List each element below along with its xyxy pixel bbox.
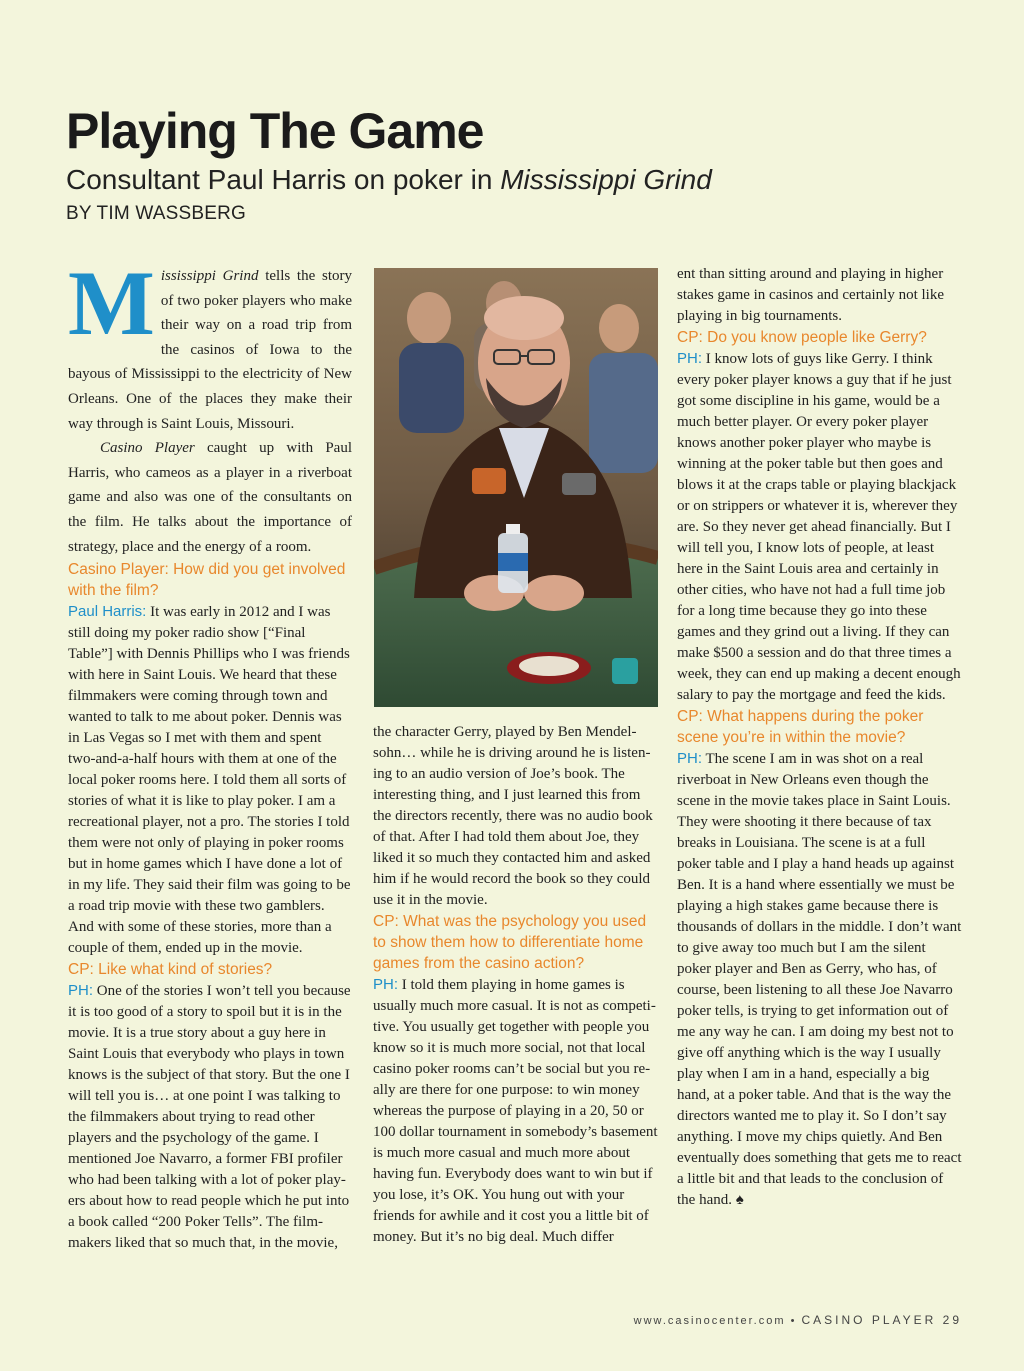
- speaker-label: PH:: [373, 976, 399, 993]
- footer-site: www.casinocenter.com: [633, 1315, 786, 1327]
- intro-text-2: caught up with Paul Harris, who cameos as a player in a riverboat game and also was one of the consultants on the film. He talks about the importance of strategy, place and the energy of a room.: [68, 440, 352, 555]
- intro-text: tells the story of two poker players who make their way on a road trip from the casinos of Iowa to the bayous of Mississippi to the electricity of New Orleans. One of the places they make their way through is Saint Louis, Missouri.: [68, 268, 353, 432]
- footer-separator: •: [785, 1315, 802, 1327]
- byline: BY TIM WASSBERG: [66, 203, 247, 224]
- question-1: Casino Player: How did you get involved with the film?: [68, 561, 346, 600]
- subtitle-film-title: Mississippi Grind: [500, 164, 712, 195]
- subtitle-prefix: Consultant Paul Harris on poker in: [66, 164, 501, 195]
- speaker-label: PH:: [68, 982, 94, 1000]
- column-2: [373, 722, 658, 1248]
- answer-text: I told them playing in home games is usually much more casual. It is not as competitive. You usually get together with people you know so it is much more social, not that local casino poker rooms can’t be social but you really are there for one purpose: to win money whereas the purpose of playing in a 20, 50 or 100 dollar tournament in somebody’s basement is much more casual and much more about having fun. Everybody does want to win but if you lose, it’s OK. You hung out with your friends for awhile and it cost you a little bit of money. But it’s no big deal. Much differ: [373, 977, 658, 1245]
- answer-5: [677, 748, 962, 1211]
- intro-paragraph: [68, 252, 353, 436]
- column-3: [677, 264, 962, 1211]
- question-5: CP: What happens during the poker scene you’re in within the movie?: [677, 708, 924, 746]
- answer-text: It was early in 2012 and I was still doing my poker radio show [“Final Table”] with Dennis Phillips who I was friends with here in Saint Louis. We heard that these filmmakers were coming through town and wanted to talk to me about poker. Dennis was in Las Vegas so I met with them and spent two-and-a-half hours with them at one of the local poker rooms here. I told them all sorts of stories of what it is like to play poker. I am a recreational player, not a pro. The stories I told them were not only of playing in poker rooms but in home games which I have done a lot of in my life. They said their film was going to be a road trip movie with these two gamblers. And with some of these stories, more than a couple of them, ended up in the movie.: [68, 604, 351, 957]
- column-1: [68, 252, 353, 1254]
- page-footer: [634, 1313, 962, 1327]
- answer-4: [677, 348, 962, 706]
- answer-1: [68, 601, 352, 959]
- continued-paragraph: ent than sitting around and playing in higher stakes game in casinos and certainly not like playing in big tournaments.: [677, 266, 945, 324]
- intro-film-title: ississippi Grind: [160, 268, 259, 284]
- article-title: Playing The Game: [66, 103, 484, 159]
- question-2: CP: Like what kind of stories?: [68, 961, 273, 979]
- question-4: CP: Do you know people like Gerry?: [677, 329, 927, 346]
- answer-2: [68, 980, 352, 1254]
- speaker-label: PH:: [677, 750, 703, 767]
- spade-end-icon: ♠: [735, 1192, 744, 1208]
- article-subtitle: [66, 160, 712, 200]
- magazine-name: Casino Player: [100, 440, 195, 457]
- answer-text: The scene I am in was shot on a real riverboat in New Orleans even though the scene in the movie takes place in Saint Louis. They were shooting it there because of tax breaks in Louisiana. The scene is at a full poker table and I play a hand heads up against Ben. It is a hand where essentially we must be playing a high stakes game because there is thousands of dollars in the middle. I don’t want to give away too much but I am the silent poker player and Ben as Gerry, who has, of course, been listening to all these Joe Navarro poker tells, is trying to get information out of me any way he can. I am doing my best not to give off anything which is the way I usually play when I am in a hand, especially a big hand, at a poker table. And that is the way the directors wanted me to play it. So I don’t say anything. I move my chips quietly. And Ben eventually does something that gets me to react a little bit and that leads to the conclusion of the hand.: [677, 751, 962, 1208]
- answer-3: [373, 974, 658, 1248]
- continued-paragraph: the character Gerry, played by Ben Mendelsohn… while he is driving around he is listening to an audio version of Joe’s book. The interesting thing, and I just learned this from the directors recently, there was no audio book of that. After I had told them about Joe, they liked it so much they contacted him and asked him if he would record the book so they could use it in the movie.: [373, 724, 653, 908]
- question-3: CP: What was the psychology you used to show them how to differentiate home games from the casino action?: [373, 913, 647, 972]
- drop-cap: M: [68, 252, 155, 354]
- speaker-label: PH:: [677, 350, 703, 367]
- intro-paragraph-2: [68, 436, 352, 559]
- speaker-label: Paul Harris:: [68, 603, 147, 621]
- answer-text: I know lots of guys like Gerry. I think every poker player knows a guy that if he just got some discipline in his game, would be a much better player. Or every poker player knows another poker player who maybe is winning at the poker table but then goes and blows it at the craps table or playing blackjack or on strippers or whatever it is, wherever they are. So they never get ahead financially. But I will tell you, I know lots of people, at least here in the Saint Louis area and certainly in other cities, who have not had a full time job for a long time because they go into these games and they grind out a living. If they can make $500 a session and do that three times a week, they can end up making a decent enough salary to pay the mortgage and feed the kids.: [677, 351, 961, 703]
- footer-magazine-page: CASINO PLAYER 29: [801, 1313, 962, 1327]
- answer-text: One of the stories I won’t tell you because it is too good of a story to spoil but it is in the movie. It is a true story about a guy here in Saint Louis that everybody who plays in town knows is the subject of that story. But the one I will tell you is… at one point I was talking to the filmmakers about trying to read other players and the psychology of the game. I mentioned Joe Navarro, a former FBI profiler who had been talking with a lot of poker players about how to read people which he put into a book called “200 Poker Tells”. The filmmakers liked that so much that, in the movie,: [68, 983, 351, 1252]
- photo-illustration: [374, 268, 658, 707]
- article-photo: [374, 268, 658, 707]
